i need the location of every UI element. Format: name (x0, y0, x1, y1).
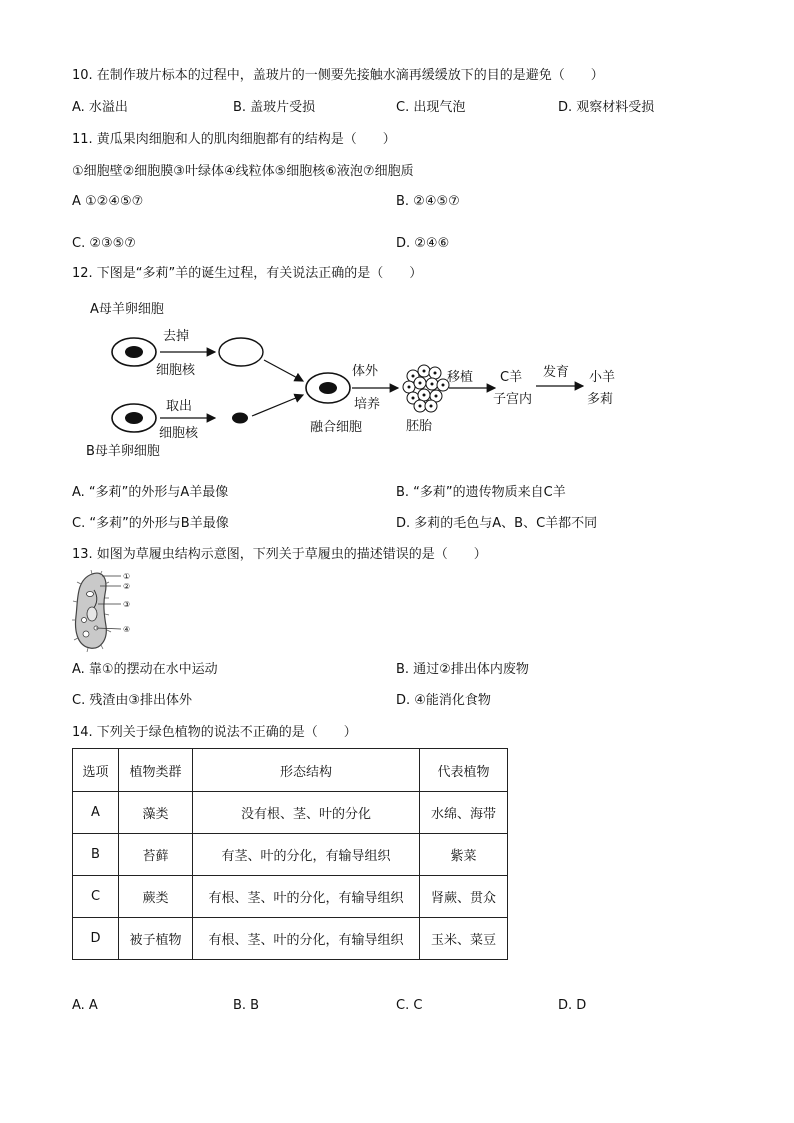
label-lamb: 小羊 (589, 370, 616, 385)
header-structure: 形态结构 (193, 749, 420, 792)
label-fused: 融合细胞 (310, 420, 363, 435)
q14-option-d[interactable]: D. D (558, 998, 587, 1013)
label-c-sheep: C羊 (500, 370, 523, 385)
label-take: 取出 (166, 399, 193, 414)
cell-group: 蕨类 (119, 876, 193, 918)
q10-option-a[interactable]: A. 水溢出 (72, 100, 128, 115)
cell-option: B (73, 834, 119, 876)
table-header-row (73, 749, 508, 792)
egg-cell-b (112, 404, 156, 432)
contractile-vacuole-bottom (83, 631, 89, 637)
q13-option-a[interactable]: A. 靠①的摆动在水中运动 (72, 662, 218, 677)
cell-plants: 玉米、菜豆 (420, 918, 508, 960)
q13-option-d[interactable]: D. ④能消化食物 (396, 693, 491, 708)
q13-option-c[interactable]: C. 残渣由③排出体外 (72, 693, 192, 708)
arrow-merge-top (264, 360, 303, 381)
q12-option-d[interactable]: D. 多莉的毛色与A、B、C羊都不同 (396, 516, 598, 531)
label-uterus: 子宫内 (493, 392, 533, 407)
cell-plants: 紫菜 (420, 834, 508, 876)
cell-option: A (73, 792, 119, 834)
q10-option-d[interactable]: D. 观察材料受损 (558, 100, 655, 115)
cell-structure: 有根、茎、叶的分化，有输导组织 (193, 876, 420, 918)
table-row (73, 792, 508, 834)
label-transplant: 移植 (447, 370, 474, 385)
q14-option-c[interactable]: C. C (396, 998, 423, 1013)
label-in-vitro: 体外 (352, 364, 379, 379)
cell-structure: 有根、茎、叶的分化，有输导组织 (193, 918, 420, 960)
cell-structure: 没有根、茎、叶的分化 (193, 792, 420, 834)
marker-1: ① (123, 572, 131, 581)
label-a-egg: A母羊卵细胞 (90, 302, 164, 317)
cell-group: 苔藓 (119, 834, 193, 876)
q10-option-c[interactable]: C. 出现气泡 (396, 100, 466, 115)
label-embryo: 胚胎 (406, 419, 433, 434)
label-dolly: 多莉 (587, 392, 614, 407)
arrow-merge-bottom (252, 395, 303, 416)
q12-option-b[interactable]: B. “多莉”的遗传物质来自C羊 (396, 485, 566, 500)
q12-stem: 12. 下图是“多莉”羊的诞生过程，有关说法正确的是（ ） (72, 266, 423, 281)
q14-option-b[interactable]: B. B (233, 998, 260, 1013)
cell-plants: 肾蕨、贯众 (420, 876, 508, 918)
egg-cell-a (112, 338, 156, 366)
paramecium-diagram (70, 570, 140, 652)
label-develop: 发育 (543, 365, 570, 380)
dolly-cloning-diagram (0, 290, 794, 470)
embryo-icon (403, 365, 449, 412)
q11-option-a[interactable]: A ①②④⑤⑦ (72, 194, 144, 209)
q12-option-c[interactable]: C. “多莉”的外形与B羊最像 (72, 516, 229, 531)
cell-plants: 水绵、海带 (420, 792, 508, 834)
q11-option-d[interactable]: D. ②④⑥ (396, 236, 450, 251)
extracted-nucleus (232, 413, 248, 424)
header-option: 选项 (73, 749, 119, 792)
cell-group: 被子植物 (119, 918, 193, 960)
marker-2: ② (123, 582, 131, 591)
cell-group: 藻类 (119, 792, 193, 834)
table-row (73, 834, 508, 876)
label-nucleus-a: 细胞核 (156, 363, 196, 378)
q11-stem: 11. 黄瓜果肉细胞和人的肌肉细胞都有的结构是（ ） (72, 132, 396, 147)
table-row (73, 918, 508, 960)
contractile-vacuole-top (87, 592, 94, 597)
q11-option-c[interactable]: C. ②③⑤⑦ (72, 236, 136, 251)
q10-option-b[interactable]: B. 盖玻片受损 (233, 100, 316, 115)
label-b-egg: B母羊卵细胞 (86, 444, 160, 459)
q11-option-b[interactable]: B. ②④⑤⑦ (396, 194, 460, 209)
cell-structure: 有茎、叶的分化，有输导组织 (193, 834, 420, 876)
q12-option-a[interactable]: A. “多莉”的外形与A羊最像 (72, 485, 229, 500)
marker-4: ④ (123, 625, 131, 634)
table-row (73, 876, 508, 918)
food-vacuole (82, 618, 87, 623)
label-nucleus-b: 细胞核 (159, 426, 199, 441)
label-culture: 培养 (354, 397, 381, 412)
fused-cell (306, 373, 350, 403)
nucleus (87, 607, 97, 621)
header-plant-group: 植物类群 (119, 749, 193, 792)
q13-stem: 13. 如图为草履虫结构示意图，下列关于草履虫的描述错误的是（ ） (72, 547, 487, 562)
cell-option: C (73, 876, 119, 918)
q11-structure-list: ①细胞壁②细胞膜③叶绿体④线粒体⑤细胞核⑥液泡⑦细胞质 (72, 164, 414, 179)
enucleated-egg (219, 338, 263, 366)
marker-3: ③ (123, 600, 131, 609)
q13-option-b[interactable]: B. 通过②排出体内废物 (396, 662, 529, 677)
label-remove: 去掉 (163, 329, 190, 344)
q14-option-a[interactable]: A. A (72, 998, 98, 1013)
q10-stem: 10. 在制作玻片标本的过程中，盖玻片的一侧要先接触水滴再缓缓放下的目的是避免（ ） (72, 68, 604, 83)
plant-groups-table (72, 748, 508, 960)
header-representative: 代表植物 (420, 749, 508, 792)
q14-stem: 14. 下列关于绿色植物的说法不正确的是（ ） (72, 725, 357, 740)
cell-option: D (73, 918, 119, 960)
